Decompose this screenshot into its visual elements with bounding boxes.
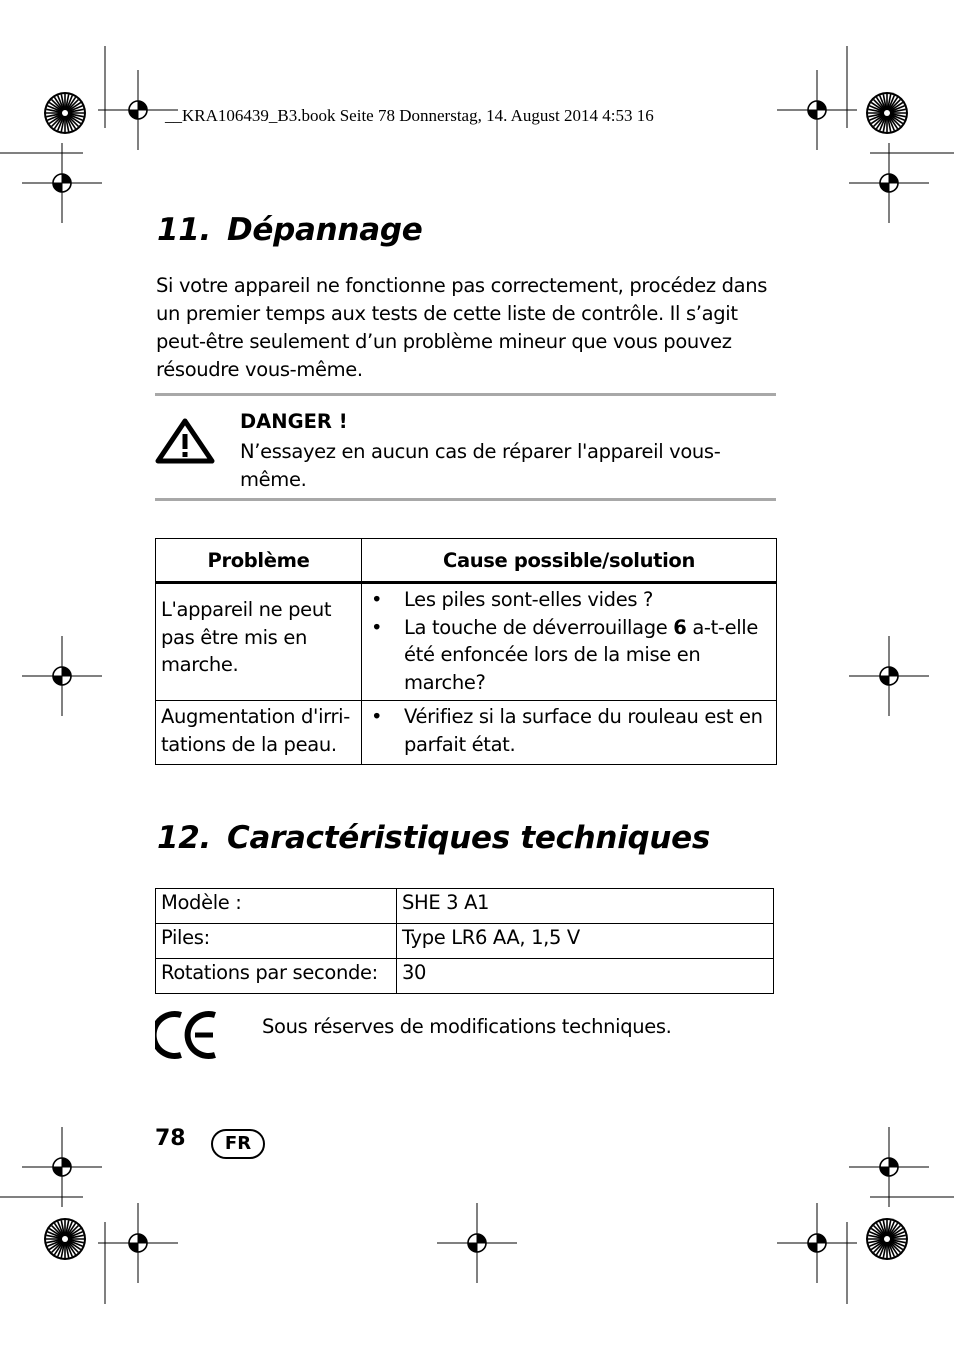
section-11-number: 11. xyxy=(157,212,212,248)
troubleshooting-intro: Si votre appareil ne fonctionne pas correctement, procédez dans un premier temps aux tests de cette liste de contrôle. Il s’agit peut-être seulement d’un problème mineur que vous pouvez résoudre vous-même. xyxy=(156,274,768,381)
section-11-heading xyxy=(157,212,422,248)
list-item: • Les piles sont-elles vides ? xyxy=(404,586,772,614)
list-item: • Vérifiez si la surface du rouleau est en parfait état. xyxy=(404,703,772,758)
solution-cell xyxy=(362,701,777,765)
table-header-row xyxy=(156,539,777,583)
problem-cell: L'appareil ne peut pas être mis en marche. xyxy=(156,583,362,701)
list-item-text: La touche de déverrouillage xyxy=(404,615,674,639)
danger-text: N’essayez en aucun cas de réparer l'appareil vous-même. xyxy=(240,440,721,491)
section-12-number: 12. xyxy=(157,820,212,856)
table-row xyxy=(156,583,777,701)
spec-value: 30 xyxy=(397,959,774,994)
problem-cell: Augmentation d'irri-tations de la peau. xyxy=(156,701,362,765)
print-header: __KRA106439_B3.book Seite 78 Donnerstag, 14. August 2014 4:53 16 xyxy=(165,106,654,125)
section-12-title: Caractéristiques techniques xyxy=(227,820,711,856)
table-row xyxy=(156,889,774,924)
technical-changes-note: Sous réserves de modifications techniques. xyxy=(262,1015,672,1038)
table-row xyxy=(156,959,774,994)
list-item-text: a-t-elle été enfoncée lors de la mise en marche? xyxy=(404,615,759,694)
spec-value: Type LR6 AA, 1,5 V xyxy=(397,924,774,959)
warning-triangle-icon xyxy=(155,418,215,464)
danger-title: DANGER ! xyxy=(240,410,348,433)
danger-bottom-rule xyxy=(155,498,776,501)
spec-table xyxy=(155,888,774,994)
table-row xyxy=(156,701,777,765)
page-number: 78 xyxy=(155,1126,186,1151)
header-solution: Cause possible/solution xyxy=(362,539,777,583)
spec-label: Piles: xyxy=(156,924,397,959)
solution-cell xyxy=(362,583,777,701)
part-number: 6 xyxy=(673,615,687,639)
solution-list xyxy=(366,586,772,696)
spec-label: Rotations par seconde: xyxy=(156,959,397,994)
spec-value: SHE 3 A1 xyxy=(397,889,774,924)
spec-label: Modèle : xyxy=(156,889,397,924)
ce-mark-icon xyxy=(155,1010,219,1060)
list-item xyxy=(404,614,772,697)
danger-top-rule xyxy=(155,393,776,396)
language-badge: FR xyxy=(211,1129,265,1159)
section-11-title: Dépannage xyxy=(227,212,423,248)
solution-list xyxy=(366,703,772,758)
header-problem: Problème xyxy=(156,539,362,583)
table-row xyxy=(156,924,774,959)
section-12-heading xyxy=(157,820,710,856)
troubleshooting-table xyxy=(155,538,777,765)
